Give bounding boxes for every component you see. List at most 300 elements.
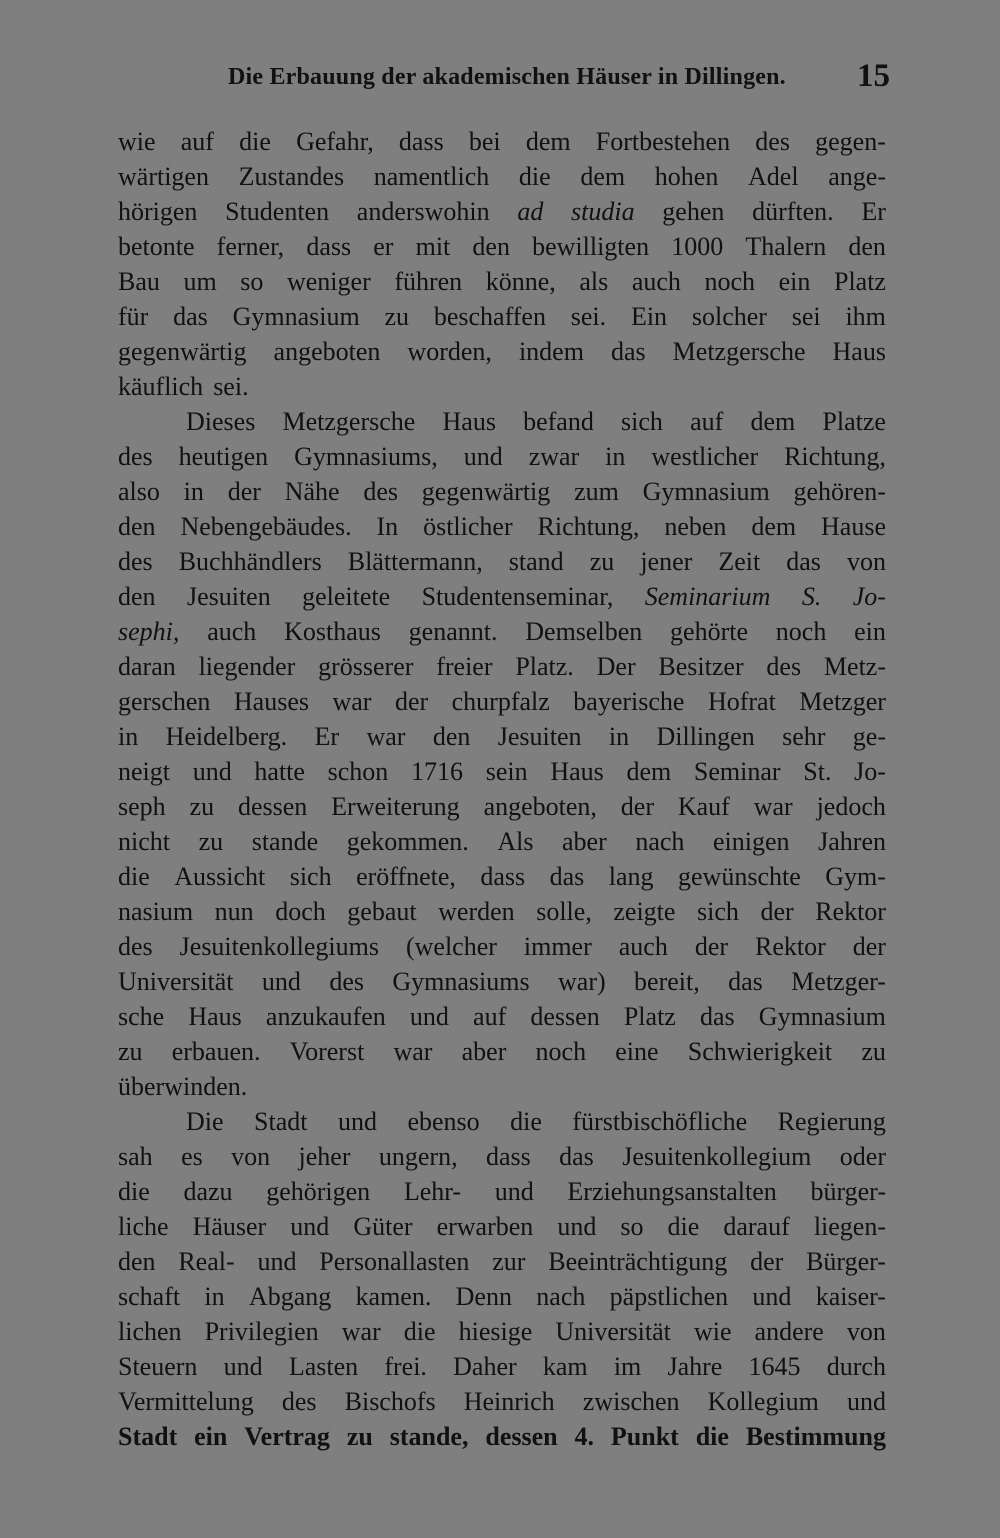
word: überwinden. bbox=[118, 1072, 248, 1101]
word: noch bbox=[775, 617, 827, 646]
text-line bbox=[118, 579, 886, 614]
word: daran bbox=[118, 652, 176, 681]
word: und bbox=[557, 1212, 597, 1241]
word: so bbox=[620, 1212, 644, 1241]
word: eine bbox=[615, 1037, 659, 1066]
word: ein bbox=[194, 1422, 228, 1451]
text-line bbox=[118, 964, 886, 999]
word: aber bbox=[562, 827, 607, 856]
word: sei bbox=[791, 302, 821, 331]
word: dem bbox=[626, 757, 672, 786]
text-line bbox=[118, 1209, 886, 1244]
word: war bbox=[332, 687, 372, 716]
word: dass bbox=[485, 1142, 531, 1171]
word: Studentenseminar, bbox=[421, 582, 614, 611]
word: als bbox=[579, 267, 609, 296]
word: Häuser bbox=[192, 1212, 267, 1241]
word: Zeit bbox=[718, 547, 761, 576]
text-line bbox=[118, 299, 886, 334]
word: 1000 bbox=[671, 232, 724, 261]
text-line bbox=[118, 894, 886, 929]
word: den bbox=[118, 512, 156, 541]
word: auf bbox=[180, 127, 214, 156]
word: die bbox=[518, 162, 551, 191]
word: Gymnasiums bbox=[392, 967, 530, 996]
word: es bbox=[181, 1142, 203, 1171]
word: der bbox=[750, 1247, 784, 1276]
word: Dillingen bbox=[656, 722, 755, 751]
word: nasium bbox=[118, 897, 194, 926]
word: Metz- bbox=[823, 652, 886, 681]
word: Zustandes bbox=[238, 162, 345, 191]
word: neben bbox=[664, 512, 727, 541]
word: bürger- bbox=[810, 1177, 886, 1206]
word: (welcher bbox=[405, 932, 497, 961]
word: des bbox=[118, 547, 153, 576]
word: beschaffen bbox=[433, 302, 546, 331]
word: die bbox=[667, 1212, 700, 1241]
word: anderswohin bbox=[356, 197, 490, 226]
word: werden bbox=[438, 897, 515, 926]
word: des bbox=[363, 477, 398, 506]
word: oder bbox=[839, 1142, 886, 1171]
word: liegen- bbox=[813, 1212, 886, 1241]
word: ein bbox=[778, 267, 811, 296]
word: sche bbox=[118, 1002, 165, 1031]
word: churpfalz bbox=[451, 687, 550, 716]
word: stand bbox=[508, 547, 564, 576]
word: Die bbox=[186, 1107, 224, 1136]
word: dass bbox=[306, 232, 352, 261]
word: sehr bbox=[782, 722, 826, 751]
word: war bbox=[753, 792, 793, 821]
text-line bbox=[118, 859, 886, 894]
word: des bbox=[329, 967, 364, 996]
word: und bbox=[337, 1107, 377, 1136]
word: erbauen. bbox=[171, 1037, 261, 1066]
word: mit bbox=[415, 232, 451, 261]
word: Hofrat bbox=[707, 687, 776, 716]
word: solle, bbox=[536, 897, 592, 926]
word: weniger bbox=[286, 267, 371, 296]
word: durch bbox=[826, 1352, 886, 1381]
word: war bbox=[393, 1037, 433, 1066]
word: Bischofs bbox=[344, 1387, 436, 1416]
word: Bestimmung bbox=[745, 1422, 886, 1451]
word: und bbox=[223, 1352, 263, 1381]
word: Hause bbox=[821, 512, 886, 541]
word: zu bbox=[198, 827, 224, 856]
word: nun bbox=[214, 897, 254, 926]
word: in bbox=[608, 722, 630, 751]
word: Blättermann, bbox=[347, 547, 483, 576]
word: neigt bbox=[118, 757, 170, 786]
text-line bbox=[118, 614, 886, 649]
word: die bbox=[510, 1107, 542, 1136]
word: kam bbox=[542, 1352, 588, 1381]
word: Platz. bbox=[515, 652, 574, 681]
word: Universität bbox=[555, 1317, 671, 1346]
text-line bbox=[118, 439, 886, 474]
word: von bbox=[231, 1142, 271, 1171]
word: also bbox=[118, 477, 160, 506]
word: Güter bbox=[353, 1212, 413, 1241]
word: befand bbox=[523, 407, 594, 436]
text-line bbox=[118, 789, 886, 824]
word: Denn bbox=[455, 1282, 512, 1311]
word: Lasten bbox=[288, 1352, 359, 1381]
word: ange- bbox=[828, 162, 886, 191]
word: Erweiterung bbox=[331, 792, 460, 821]
word: das bbox=[173, 302, 208, 331]
word: dessen bbox=[485, 1422, 558, 1451]
word: Jo- bbox=[854, 757, 886, 786]
word: Er bbox=[314, 722, 340, 751]
word: war bbox=[341, 1317, 381, 1346]
word: der bbox=[620, 792, 654, 821]
word: westlicher bbox=[651, 442, 759, 471]
word: das bbox=[728, 967, 763, 996]
word: stande, bbox=[389, 1422, 469, 1451]
word: war) bbox=[558, 967, 606, 996]
word: Aussicht bbox=[174, 862, 266, 891]
word: Platz bbox=[623, 1002, 676, 1031]
text-line bbox=[118, 474, 886, 509]
word: angeboten bbox=[273, 337, 381, 366]
text-line bbox=[118, 1244, 886, 1279]
word: dass bbox=[480, 862, 526, 891]
word: immer bbox=[523, 932, 592, 961]
word: ge- bbox=[852, 722, 886, 751]
word: gebaut bbox=[347, 897, 417, 926]
text-line bbox=[118, 684, 886, 719]
word: sei. bbox=[213, 372, 249, 401]
word: Jesuiten bbox=[186, 582, 271, 611]
word: Gymnasiums, bbox=[294, 442, 438, 471]
word: führen bbox=[394, 267, 463, 296]
word: Real- bbox=[178, 1247, 235, 1276]
word: S. bbox=[801, 582, 822, 611]
word: war bbox=[366, 722, 406, 751]
word: doch bbox=[275, 897, 326, 926]
word: bei bbox=[468, 127, 501, 156]
word: Demselben bbox=[525, 617, 643, 646]
text-line bbox=[118, 509, 886, 544]
word: zur bbox=[492, 1247, 526, 1276]
word: Richtung, bbox=[784, 442, 886, 471]
word: ein bbox=[854, 617, 886, 646]
word: Heidelberg. bbox=[165, 722, 288, 751]
word: aber bbox=[461, 1037, 507, 1066]
word: der bbox=[227, 477, 261, 506]
word: hohen bbox=[654, 162, 719, 191]
word: den bbox=[118, 582, 156, 611]
word: Jesuitenkollegium bbox=[622, 1142, 812, 1171]
word: Daher bbox=[453, 1352, 517, 1381]
word: ungern, bbox=[378, 1142, 458, 1171]
word: seph bbox=[118, 792, 166, 821]
word: zu bbox=[346, 1422, 373, 1451]
text-line bbox=[118, 929, 886, 964]
word: dem bbox=[525, 127, 571, 156]
word: Dieses bbox=[186, 407, 256, 436]
word: nach bbox=[536, 1282, 586, 1311]
word: Hauses bbox=[233, 687, 309, 716]
word: Gymnasium bbox=[758, 1002, 886, 1031]
word: auch bbox=[631, 267, 681, 296]
word: Metzgersche bbox=[672, 337, 806, 366]
word: die bbox=[695, 1422, 729, 1451]
word: des bbox=[766, 652, 802, 681]
word: und bbox=[192, 757, 232, 786]
text-line bbox=[118, 1139, 886, 1174]
word: dass bbox=[398, 127, 444, 156]
word: Nebengebäudes. bbox=[180, 512, 352, 541]
word: Heinrich bbox=[463, 1387, 555, 1416]
word: freier bbox=[436, 652, 493, 681]
word: sah bbox=[118, 1142, 153, 1171]
word: worden, bbox=[407, 337, 492, 366]
word: noch bbox=[704, 267, 756, 296]
word: Beeinträchtigung bbox=[548, 1247, 728, 1276]
word: 4. bbox=[574, 1422, 594, 1451]
text-line bbox=[118, 404, 886, 439]
word: Rektor bbox=[815, 897, 886, 926]
word: wie bbox=[693, 1317, 732, 1346]
word: Fortbestehen bbox=[595, 127, 731, 156]
word: noch bbox=[535, 1037, 587, 1066]
word: Personallasten bbox=[319, 1247, 470, 1276]
word: könne, bbox=[485, 267, 556, 296]
word: in bbox=[183, 477, 204, 506]
word: Haus bbox=[188, 1002, 242, 1031]
word: Buchhändlers bbox=[178, 547, 322, 576]
word: namentlich bbox=[373, 162, 490, 191]
word: ebenso bbox=[407, 1107, 480, 1136]
word: zu bbox=[189, 792, 215, 821]
word: betonte bbox=[118, 232, 195, 261]
word: Vorerst bbox=[289, 1037, 365, 1066]
word: Der bbox=[596, 652, 636, 681]
word: sich bbox=[289, 862, 332, 891]
word: die bbox=[118, 1177, 150, 1206]
word: nach bbox=[635, 827, 685, 856]
word: und bbox=[290, 1212, 330, 1241]
word: das bbox=[610, 337, 646, 366]
word: Jahre bbox=[667, 1352, 723, 1381]
word: das bbox=[699, 1002, 735, 1031]
running-head bbox=[120, 60, 890, 100]
word: die bbox=[118, 862, 150, 891]
word: gegenwärtig bbox=[421, 477, 551, 506]
word: studia bbox=[571, 197, 635, 226]
word: den bbox=[118, 1247, 156, 1276]
text-line bbox=[118, 1034, 886, 1069]
word: zu bbox=[384, 302, 410, 331]
page-number: 15 bbox=[857, 58, 890, 94]
word: Metzger bbox=[799, 687, 886, 716]
text-line bbox=[118, 544, 886, 579]
word: solcher bbox=[691, 302, 767, 331]
word: eröffnete, bbox=[356, 862, 456, 891]
word: sei. bbox=[570, 302, 607, 331]
word: Vertrag bbox=[244, 1422, 330, 1451]
word: und bbox=[494, 1177, 534, 1206]
word: auch bbox=[207, 617, 257, 646]
word: dazu bbox=[183, 1177, 233, 1206]
word: kaiser- bbox=[815, 1282, 886, 1311]
word: Stadt bbox=[118, 1422, 178, 1451]
word: wie bbox=[118, 127, 156, 156]
word: Haus bbox=[550, 757, 604, 786]
word: Platze bbox=[822, 407, 886, 436]
word: Platz bbox=[833, 267, 886, 296]
text-line bbox=[118, 194, 886, 229]
word: gewünschte bbox=[678, 862, 801, 891]
text-line bbox=[118, 369, 886, 404]
word: indem bbox=[518, 337, 584, 366]
word: dürften. bbox=[752, 197, 834, 226]
word: zum bbox=[574, 477, 619, 506]
text-line bbox=[118, 1069, 886, 1104]
word: schon bbox=[327, 757, 389, 786]
word: geleitete bbox=[302, 582, 391, 611]
word: Rektor bbox=[755, 932, 826, 961]
word: dem bbox=[580, 162, 626, 191]
word: in bbox=[204, 1282, 225, 1311]
word: 1645 bbox=[748, 1352, 801, 1381]
word: gehen bbox=[662, 197, 725, 226]
word: dessen bbox=[530, 1002, 600, 1031]
word: zwar bbox=[528, 442, 580, 471]
word: in bbox=[118, 722, 139, 751]
word: im bbox=[613, 1352, 642, 1381]
text-line bbox=[118, 824, 886, 859]
word: des bbox=[118, 442, 153, 471]
word: dem bbox=[751, 512, 797, 541]
word: Er bbox=[861, 197, 886, 226]
word: Gym- bbox=[825, 862, 886, 891]
word: Nähe bbox=[284, 477, 340, 506]
word: Universität bbox=[118, 967, 234, 996]
word: zeigte bbox=[613, 897, 676, 926]
word: den bbox=[848, 232, 886, 261]
word: östlicher bbox=[423, 512, 513, 541]
text-line bbox=[118, 1349, 886, 1384]
word: Jahren bbox=[818, 827, 886, 856]
word: und bbox=[752, 1282, 792, 1311]
word: erwarben bbox=[436, 1212, 534, 1241]
word: Jesuitenkollegiums bbox=[179, 932, 379, 961]
word: dessen bbox=[237, 792, 308, 821]
word: gegen- bbox=[815, 127, 886, 156]
word: Studenten bbox=[225, 197, 330, 226]
word: Punkt bbox=[610, 1422, 679, 1451]
word: In bbox=[376, 512, 399, 541]
word: Abgang bbox=[248, 1282, 332, 1311]
word: jeher bbox=[298, 1142, 351, 1171]
word: den bbox=[432, 722, 471, 751]
word: die bbox=[403, 1317, 436, 1346]
word: die bbox=[239, 127, 271, 156]
word: hatte bbox=[254, 757, 305, 786]
word: Privilegien bbox=[204, 1317, 319, 1346]
word: der bbox=[694, 932, 729, 961]
word: ihm bbox=[845, 302, 886, 331]
word: dem bbox=[750, 407, 796, 436]
word: ad bbox=[517, 197, 544, 226]
word: den bbox=[472, 232, 510, 261]
word: gehörte bbox=[670, 617, 748, 646]
word: Kollegium bbox=[707, 1387, 819, 1416]
word: Jo- bbox=[852, 582, 886, 611]
word: Richtung, bbox=[537, 512, 640, 541]
word: Kauf bbox=[677, 792, 730, 821]
word: hiesige bbox=[458, 1317, 533, 1346]
word: jener bbox=[640, 547, 693, 576]
word: St. bbox=[803, 757, 832, 786]
word: käuflich bbox=[118, 372, 204, 401]
word: der bbox=[852, 932, 886, 961]
word: auf bbox=[690, 407, 724, 436]
word: Gefahr, bbox=[296, 127, 374, 156]
word: sephi, bbox=[118, 617, 180, 646]
word: Metzger- bbox=[791, 967, 886, 996]
word: und bbox=[261, 967, 301, 996]
text-line bbox=[118, 649, 886, 684]
word: und bbox=[846, 1387, 886, 1416]
word: Vermittelung bbox=[118, 1387, 254, 1416]
word: Gymnasium bbox=[642, 477, 770, 506]
word: das bbox=[559, 1142, 594, 1171]
word: auch bbox=[618, 932, 668, 961]
text-line bbox=[118, 124, 886, 159]
word: genannt. bbox=[408, 617, 498, 646]
word: zu bbox=[118, 1037, 143, 1066]
word: Besitzer bbox=[658, 652, 744, 681]
word: Schwierigkeit bbox=[687, 1037, 833, 1066]
word: zu bbox=[861, 1037, 886, 1066]
text-line bbox=[118, 229, 886, 264]
word: ferner, bbox=[216, 232, 285, 261]
word: Seminar bbox=[693, 757, 781, 786]
word: Lehr- bbox=[403, 1177, 462, 1206]
word: päpstlichen bbox=[609, 1282, 729, 1311]
word: des bbox=[281, 1387, 317, 1416]
word: gehörigen bbox=[266, 1177, 371, 1206]
word: bereit, bbox=[634, 967, 700, 996]
word: Seminarium bbox=[644, 582, 771, 611]
word: Stadt bbox=[254, 1107, 308, 1136]
word: grösserer bbox=[318, 652, 414, 681]
word: hörigen bbox=[118, 197, 198, 226]
word: anzukaufen bbox=[265, 1002, 386, 1031]
word: bewilligten bbox=[532, 232, 650, 261]
word: lichen bbox=[118, 1317, 182, 1346]
word: einigen bbox=[713, 827, 790, 856]
text-line bbox=[118, 1419, 886, 1454]
word: Haus bbox=[442, 407, 496, 436]
word: sein bbox=[485, 757, 528, 786]
word: bayerische bbox=[573, 687, 685, 716]
word: heutigen bbox=[178, 442, 269, 471]
word: auf bbox=[473, 1002, 507, 1031]
word: von bbox=[846, 1317, 886, 1346]
word: zwischen bbox=[582, 1387, 680, 1416]
text-line bbox=[118, 1314, 886, 1349]
word: gekommen. bbox=[346, 827, 469, 856]
word: Regierung bbox=[777, 1107, 886, 1136]
